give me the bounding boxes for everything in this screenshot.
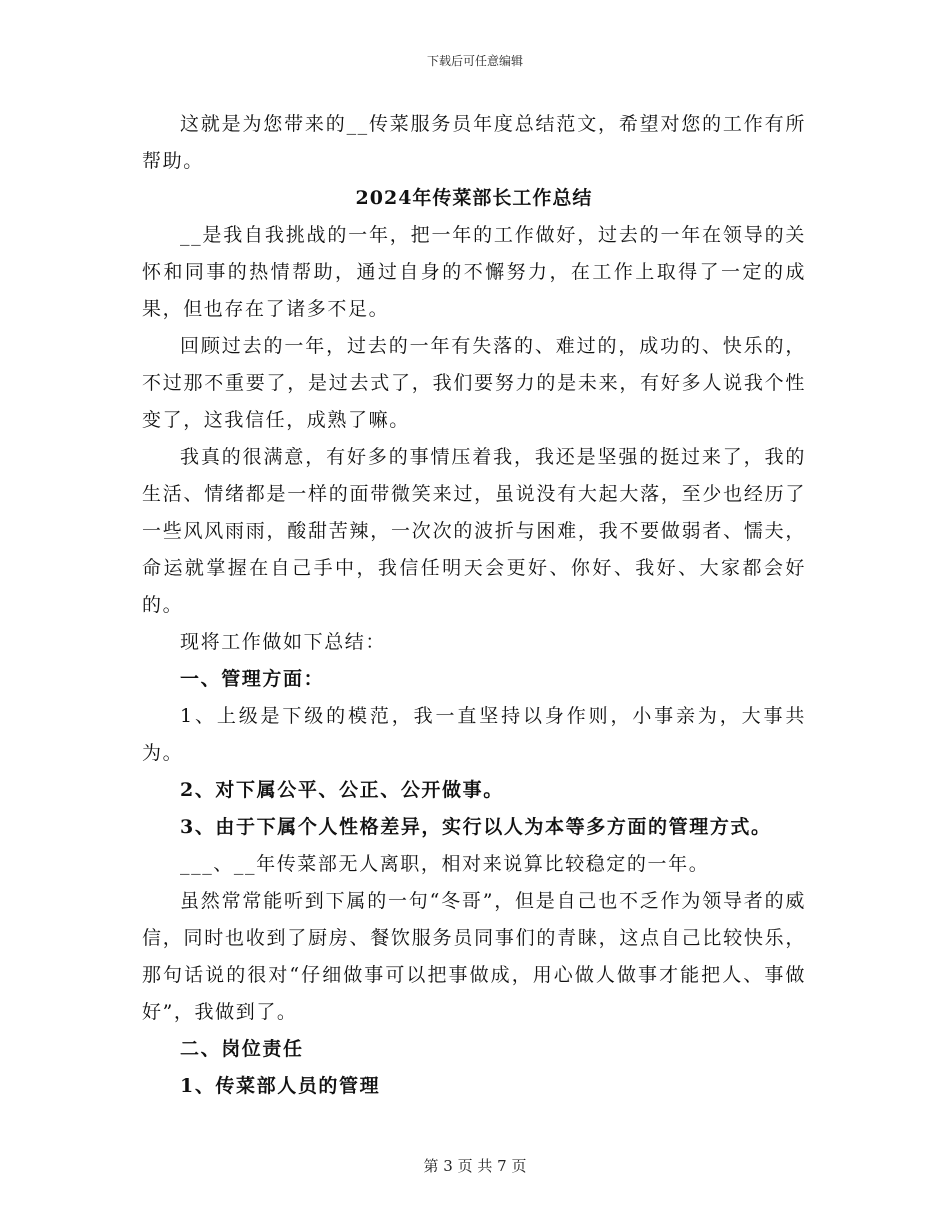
- paragraph-4: 现将工作做如下总结：: [180, 631, 387, 653]
- list-item-2: 2、对下属公平、公正、公开做事。: [180, 779, 504, 801]
- paragraph-3: 我真的很满意，有好多的事情压着我，我还是坚强的挺过来了，我的生活、情绪都是一样的面带微笑来过，虽说没有大起大落，至少也经历了一些风风雨雨，酸甜苦辣，一次次的波折与困难，我不要做弱者、懦夫，命运就掌握在自己手中，我信任明天会更好、你好、我好、大家都会好的。: [142, 446, 806, 616]
- document-body: [142, 106, 806, 1105]
- section-heading-management: 一、管理方面：: [180, 668, 325, 690]
- page-header: 下载后可任意编辑: [426, 54, 523, 68]
- subheading-staff-management: 1、传菜部人员的管理: [180, 1075, 381, 1097]
- list-item-3: 3、由于下属个人性格差异，实行以人为本等多方面的管理方式。: [180, 816, 772, 838]
- document-title: 2024年传菜部长工作总结: [355, 187, 593, 209]
- paragraph-2: 回顾过去的一年，过去的一年有失落的、难过的，成功的、快乐的，不过那不重要了，是过去式了，我们要努力的是未来，有好多人说我个性变了，这我信任，成熟了嘛。: [142, 335, 806, 431]
- paragraph-1: __是我自我挑战的一年，把一年的工作做好，过去的一年在领导的关怀和同事的热情帮助，通过自身的不懈努力，在工作上取得了一定的成果，但也存在了诸多不足。: [142, 224, 806, 320]
- section-heading-responsibility: 二、岗位责任: [180, 1038, 304, 1060]
- paragraph-5: ___、__年传菜部无人离职，相对来说算比较稳定的一年。: [180, 853, 710, 875]
- page-footer: 第 3 页 共 7 页: [423, 1157, 527, 1175]
- intro-paragraph: 这就是为您带来的__传菜服务员年度总结范文，希望对您的工作有所帮助。: [142, 113, 806, 172]
- list-item-1: 1、上级是下级的模范，我一直坚持以身作则，小事亲为，大事共为。: [142, 705, 806, 764]
- paragraph-6: 虽然常常能听到下属的一句“冬哥”，但是自己也不乏作为领导者的威信，同时也收到了厨房、餐饮服务员同事们的青睐，这点自己比较快乐，那句话说的很对“仔细做事可以把事做成，用心做人做事才能把人、事做好”，我做到了。: [142, 890, 806, 1023]
